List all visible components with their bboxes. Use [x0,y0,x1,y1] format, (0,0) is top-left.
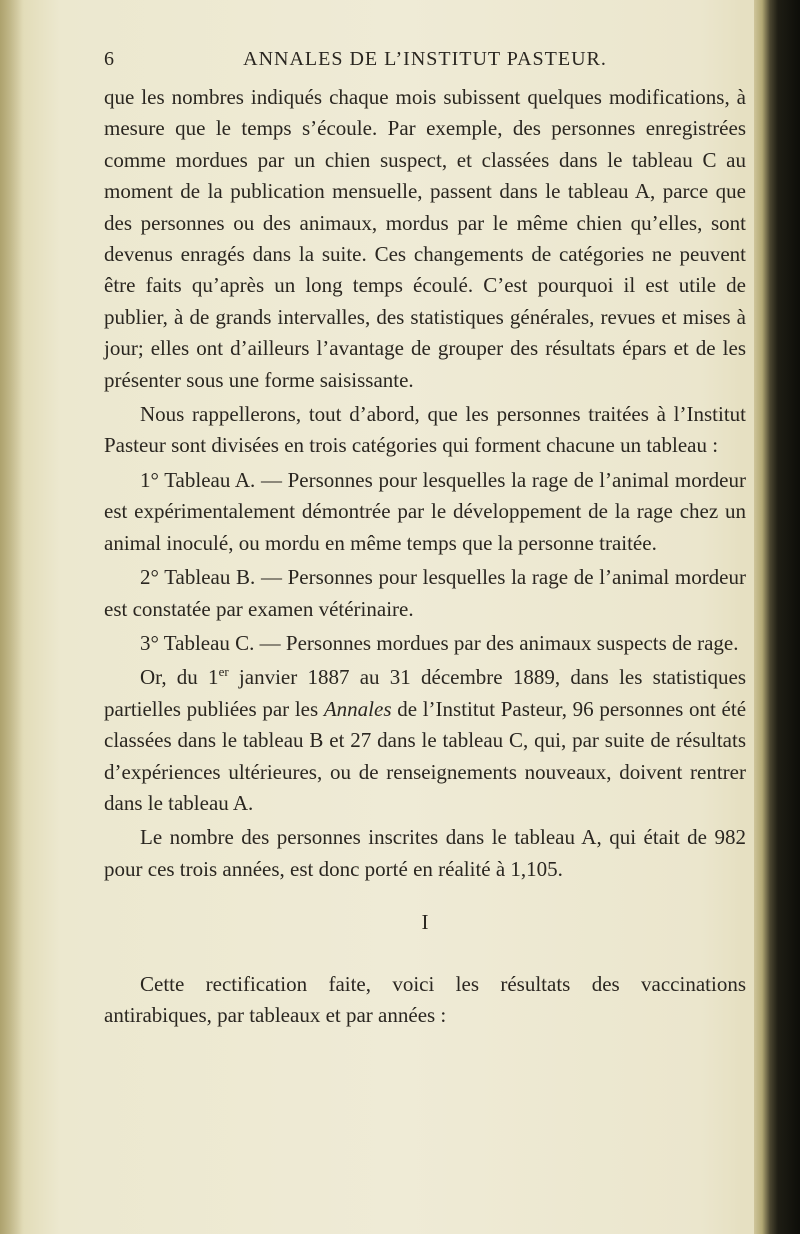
page-number: 6 [104,48,115,70]
paragraph-categories-intro: Nous rappellerons, tout d’abord, que les personnes traitées à l’Institut Pasteur sont divisées en trois catégories qui forment chacune un tableau : [104,402,746,458]
reclass-text-end: de l’Institut Pasteur, 96 personnes ont été classées dans le tableau B et 27 dans le tableau C, qui, par suite de résultats d’expériences ultérieures, ou de renseignements nouveaux, doivent rentrer dans le tableau A. [104,696,747,815]
paragraph-total: Le nombre des personnes inscrites dans le tableau A, qui était de 982 pour ces trois années, est donc porté en réalité à 1,105. [104,825,746,881]
paragraph-tableau-a: 1° Tableau A. — Personnes pour lesquelles la rage de l’animal mordeur est expérimentalement démontrée par le développement de la rage chez un animal inoculé, ou mordu en même temps que la personne traitée. [104,467,746,555]
paragraph-tableau-b: 2° Tableau B. — Personnes pour lesquelles la rage de l’animal mordeur est constatée par examen vétérinaire. [104,565,746,621]
section-numeral: I [421,910,429,935]
reclass-superscript: er [218,664,229,680]
running-head [104,48,746,78]
body-text [104,82,746,1031]
paragraph-tableau-c: 3° Tableau C. — Personnes mordues par des animaux suspects de rage. [140,630,739,655]
journal-title: ANNALES DE L’INSTITUT PASTEUR. [243,48,607,70]
paragraph-continuation: que les nombres indiqués chaque mois subissent quelques modifications, à mesure que le temps s’écoule. Par exemple, des personnes enregistrées comme mordues par un chien suspect, et classées dans le tableau C au moment de la publication mensuelle, passent dans le tableau A, parce que des personnes ou des animaux, mordus par le même chien qu’elles, sont devenus enragés dans la suite. Ces changements de catégories ne peuvent être faits qu’après un long temps écoulé. C’est pourquoi il est utile de publier, à de grands intervalles, des statistiques générales, revues et mises à jour; elles ont d’ailleurs l’avantage de grouper des résultats épars et de les présenter sous une forme saisissante. [104,85,746,392]
annales-italic: Annales [323,696,392,721]
reclass-text-start: Or, du 1 [140,665,219,690]
reclass-text-mid: janvier 1887 au 31 décembre 1889, dans les statistiques partielles publiées par les [104,665,746,721]
paragraph-results-intro: Cette rectification faite, voici les résultats des vaccinations antirabiques, par tableaux et par années : [104,971,746,1027]
paragraph-reclassification [104,662,746,819]
